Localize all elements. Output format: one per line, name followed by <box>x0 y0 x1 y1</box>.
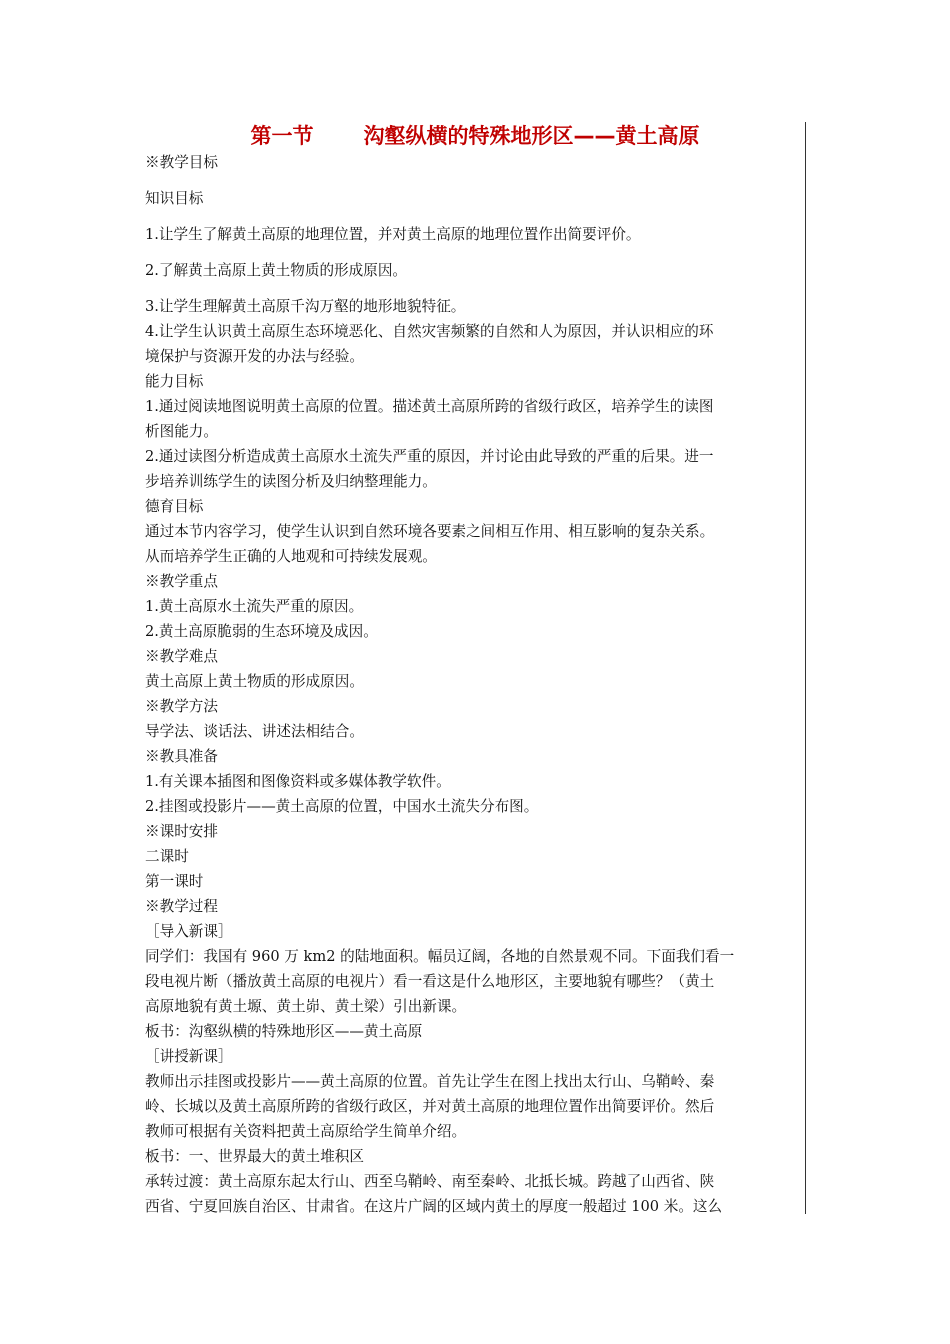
text-line: 段电视片断（播放黄土高原的电视片）看一看这是什么地形区，主要地貌有哪些？（黄土 <box>145 973 715 990</box>
text-line: 2.通过读图分析造成黄土高原水土流失严重的原因，并讨论由此导致的严重的后果。进一 <box>145 448 714 465</box>
heading-teaching-process: ※教学过程 <box>145 898 218 915</box>
text-line: 教师出示挂图或投影片——黄土高原的位置。首先让学生在图上找出太行山、乌鞘岭、秦 <box>145 1073 715 1090</box>
title-main-text: 沟壑纵横的特殊地形区——黄土高原 <box>363 124 700 148</box>
text-line: 1.通过阅读地图说明黄土高原的位置。描述黄土高原所跨的省级行政区，培养学生的读图 <box>145 398 714 415</box>
heading-key-points: ※教学重点 <box>145 573 218 590</box>
text-line: 通过本节内容学习，使学生认识到自然环境各要素之间相互作用、相互影响的复杂关系。 <box>145 523 715 540</box>
text-line: 板书：沟壑纵横的特殊地形区——黄土高原 <box>145 1023 423 1040</box>
document-body <box>145 150 805 1219</box>
heading-teaching-methods: ※教学方法 <box>145 698 218 715</box>
subheading-moral-goals: 德育目标 <box>145 498 204 515</box>
heading-teaching-goals: ※教学目标 <box>145 154 218 171</box>
subheading-knowledge-goals: 知识目标 <box>145 190 204 207</box>
subheading-introduction: ［导入新课］ <box>145 923 233 940</box>
text-line: 承转过渡：黄土高原东起太行山、西至乌鞘岭、南至秦岭、北抵长城。跨越了山西省、陕 <box>145 1173 715 1190</box>
text-line: 二课时 <box>145 848 189 865</box>
heading-difficulties: ※教学难点 <box>145 648 218 665</box>
text-line: 黄土高原上黄土物质的形成原因。 <box>145 673 364 690</box>
subheading-ability-goals: 能力目标 <box>145 373 204 390</box>
text-line: 3.让学生理解黄土高原千沟万壑的地形地貌特征。 <box>145 298 466 315</box>
text-line: 导学法、谈话法、讲述法相结合。 <box>145 723 364 740</box>
subheading-new-lesson: ［讲授新课］ <box>145 1048 233 1065</box>
text-line: 步培养训练学生的读图分析及归纳整理能力。 <box>145 473 437 490</box>
heading-teaching-aids: ※教具准备 <box>145 748 218 765</box>
text-line: 2.挂图或投影片——黄土高原的位置，中国水土流失分布图。 <box>145 798 539 815</box>
text-line: 2.黄土高原脆弱的生态环境及成因。 <box>145 623 378 640</box>
text-line: 境保护与资源开发的办法与经验。 <box>145 348 364 365</box>
page-right-border <box>805 122 806 1214</box>
text-line: 板书：一、世界最大的黄土堆积区 <box>145 1148 364 1165</box>
text-line: 1.黄土高原水土流失严重的原因。 <box>145 598 364 615</box>
title-section-number: 第一节 <box>250 124 314 148</box>
text-line: 1.有关课本插图和图像资料或多媒体教学软件。 <box>145 773 451 790</box>
text-line: 析图能力。 <box>145 423 218 440</box>
document-title <box>0 122 950 150</box>
text-line: 岭、长城以及黄土高原所跨的省级行政区，并对黄土高原的地理位置作出简要评价。然后 <box>145 1098 715 1115</box>
text-line: 2.了解黄土高原上黄土物质的形成原因。 <box>145 262 408 279</box>
text-line: 第一课时 <box>145 873 204 890</box>
heading-schedule: ※课时安排 <box>145 823 218 840</box>
text-line: 教师可根据有关资料把黄土高原给学生简单介绍。 <box>145 1123 467 1140</box>
text-line: 从而培养学生正确的人地观和可持续发展观。 <box>145 548 437 565</box>
text-line: 同学们：我国有 960 万 km2 的陆地面积。幅员辽阔，各地的自然景观不同。下面我们看一 <box>145 948 735 965</box>
text-line: 高原地貌有黄土塬、黄土峁、黄土梁）引出新课。 <box>145 998 467 1015</box>
text-line: 西省、宁夏回族自治区、甘肃省。在这片广阔的区域内黄土的厚度一般超过 100 米。这么 <box>145 1198 723 1215</box>
text-line: 4.让学生认识黄土高原生态环境恶化、自然灾害频繁的自然和人为原因，并认识相应的环 <box>145 323 714 340</box>
text-line: 1.让学生了解黄土高原的地理位置，并对黄土高原的地理位置作出简要评价。 <box>145 226 641 243</box>
